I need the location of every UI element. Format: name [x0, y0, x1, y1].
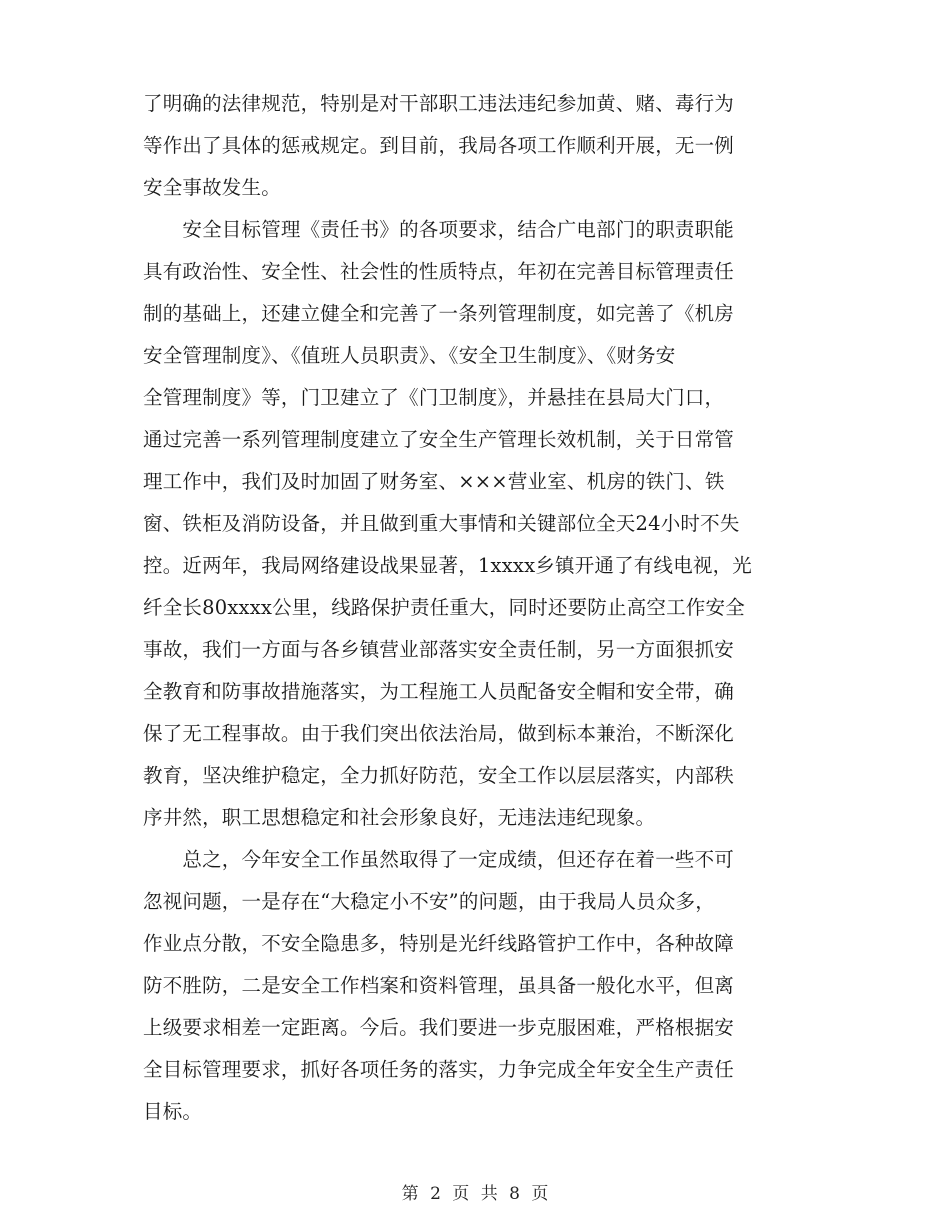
page-label-suffix: 页: [531, 1184, 549, 1204]
text-line: 教育，坚决维护稳定，全力抓好防范，安全工作以层层落实，内部秩: [143, 764, 735, 787]
text-line: 窗、铁柜及消防设备，并且做到重大事情和关键部位全天24小时不失: [143, 512, 740, 535]
text-line: 作业点分散，不安全隐患多，特别是光纤线路管护工作中，各种故障: [143, 932, 735, 955]
text-line: 全目标管理要求，抓好各项任务的落实，力争完成全年安全生产责任: [143, 1058, 735, 1081]
text-line: 总之，今年安全工作虽然取得了一定成绩，但还存在着一些不可: [143, 848, 735, 871]
text-line: 忽视问题，一是存在“大稳定小不安”的问题，由于我局人员众多，: [143, 890, 715, 913]
total-label: 共: [480, 1184, 498, 1204]
text-line: 保了无工程事故。由于我们突出依法治局，做到标本兼治，不断深化: [143, 722, 735, 745]
text-line: 全教育和防事故措施落实，为工程施工人员配备安全帽和安全带，确: [143, 680, 735, 703]
text-line: 序井然，职工思想稳定和社会形象良好，无违法违纪现象。: [143, 806, 656, 829]
text-line: 制的基础上，还建立健全和完善了一条列管理制度，如完善了《机房: [143, 302, 735, 325]
text-line: 通过完善一系列管理制度建立了安全生产管理长效机制，关于日常管: [143, 428, 735, 451]
text-line: 防不胜防，二是安全工作档案和资料管理，虽具备一般化水平，但离: [143, 974, 735, 997]
text-line: 具有政治性、安全性、社会性的性质特点，年初在完善目标管理责任: [143, 260, 735, 283]
text-line: 纤全长80xxxx公里，线路保护责任重大，同时还要防止高空工作安全: [143, 596, 745, 619]
text-line: 理工作中，我们及时加固了财务室、×××营业室、机房的铁门、铁: [143, 470, 725, 493]
text-line: 目标。: [143, 1100, 203, 1123]
text-line: 事故，我们一方面与各乡镇营业部落实安全责任制，另一方面狠抓安: [143, 638, 735, 661]
text-line: 了明确的法律规范，特别是对干部职工违法违纪参加黄、赌、毒行为: [143, 92, 735, 115]
text-line: 等作出了具体的惩戒规定。到目前，我局各项工作顺利开展，无一例: [143, 134, 735, 157]
total-pages-number: 8: [509, 1184, 520, 1204]
document-body: [143, 83, 813, 1133]
current-page-number: 2: [430, 1184, 441, 1204]
page-label-mid: 页: [452, 1184, 470, 1204]
text-line: 安全目标管理《责任书》的各项要求，结合广电部门的职责职能: [143, 218, 735, 241]
text-line: 安全事故发生。: [143, 176, 281, 199]
page-footer: [0, 1182, 950, 1206]
text-line: 安全管理制度》、《值班人员职责》、《安全卫生制度》、《财务安: [143, 344, 676, 367]
text-line: 上级要求相差一定距离。今后。我们要进一步克服困难，严格根据安: [143, 1016, 735, 1039]
text-line: 全管理制度》等，门卫建立了《门卫制度》，并悬挂在县局大门口，: [143, 386, 725, 409]
page-label-prefix: 第: [401, 1184, 419, 1204]
text-line: 控。近两年，我局网络建设战果显著，1xxxx乡镇开通了有线电视，光: [143, 554, 752, 577]
